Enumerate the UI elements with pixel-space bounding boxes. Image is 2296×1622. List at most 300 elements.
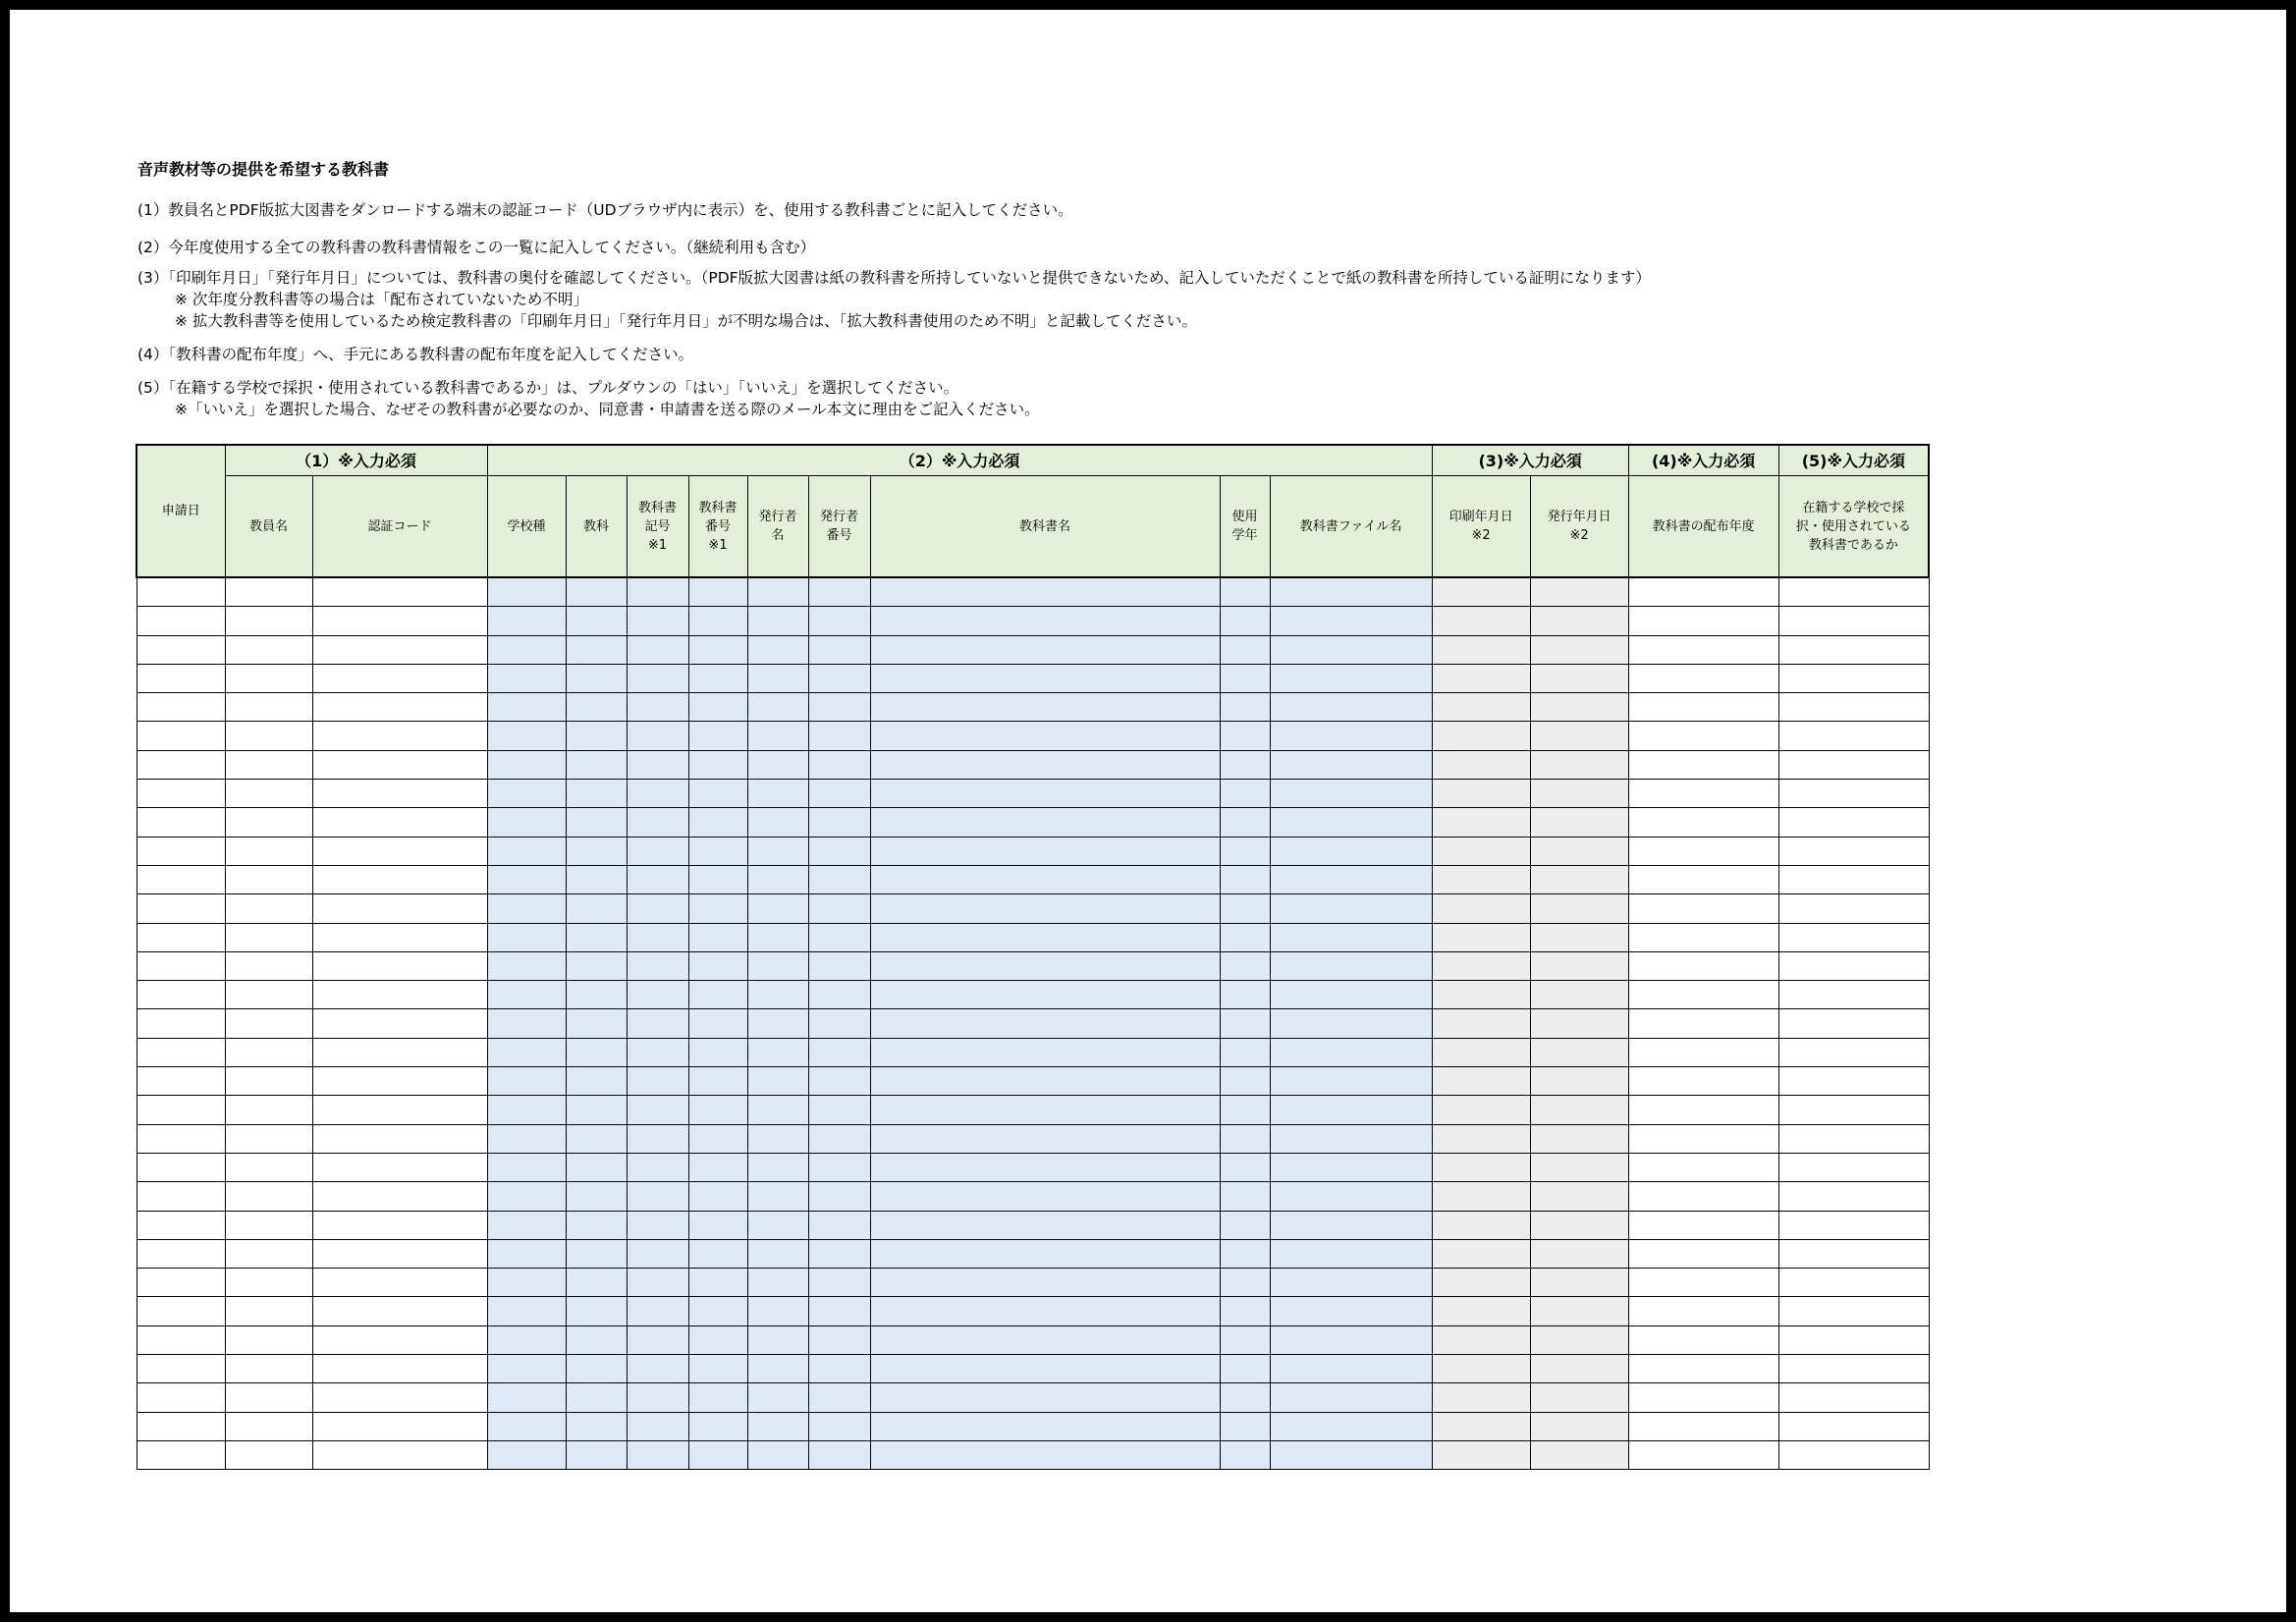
cell-gakkoushu[interactable]	[487, 693, 566, 722]
cell-gakkoushu[interactable]	[487, 1096, 566, 1124]
cell-filename[interactable]	[1270, 1412, 1432, 1440]
cell-ninsho[interactable]	[312, 1182, 487, 1211]
cell-shinseibi[interactable]	[137, 1182, 225, 1211]
cell-kyouinmei[interactable]	[225, 923, 312, 951]
cell-bangou[interactable]	[688, 693, 747, 722]
cell-kyouinmei[interactable]	[225, 1067, 312, 1096]
cell-kyouinmei[interactable]	[225, 722, 312, 750]
cell-hakkoushabangou[interactable]	[808, 607, 870, 635]
cell-haifunendo[interactable]	[1628, 1211, 1778, 1239]
cell-insatsu[interactable]	[1432, 750, 1530, 779]
cell-ninsho[interactable]	[312, 750, 487, 779]
cell-kyoukashomei[interactable]	[870, 664, 1220, 692]
cell-kyouka[interactable]	[566, 1124, 627, 1153]
cell-kyoukashomei[interactable]	[870, 1038, 1220, 1066]
cell-bangou[interactable]	[688, 1297, 747, 1325]
cell-shinseibi[interactable]	[137, 951, 225, 980]
cell-bangou[interactable]	[688, 1067, 747, 1096]
cell-ninsho[interactable]	[312, 664, 487, 692]
cell-kyoukashomei[interactable]	[870, 837, 1220, 865]
cell-shiyougakunen[interactable]	[1220, 577, 1270, 607]
cell-filename[interactable]	[1270, 808, 1432, 837]
cell-hakkou[interactable]	[1530, 1067, 1628, 1096]
cell-haifunendo[interactable]	[1628, 1297, 1778, 1325]
cell-haifunendo[interactable]	[1628, 923, 1778, 951]
cell-hakkoushamei[interactable]	[747, 722, 808, 750]
cell-gakkoushu[interactable]	[487, 750, 566, 779]
cell-bangou[interactable]	[688, 981, 747, 1009]
cell-filename[interactable]	[1270, 577, 1432, 607]
cell-haifunendo[interactable]	[1628, 894, 1778, 923]
cell-shiyougakunen[interactable]	[1220, 1067, 1270, 1096]
cell-kigou[interactable]	[627, 808, 688, 837]
cell-kyouinmei[interactable]	[225, 577, 312, 607]
cell-insatsu[interactable]	[1432, 1440, 1530, 1469]
cell-shinseibi[interactable]	[137, 1124, 225, 1153]
cell-hakkou[interactable]	[1530, 1038, 1628, 1066]
cell-kigou[interactable]	[627, 865, 688, 893]
cell-hakkou[interactable]	[1530, 635, 1628, 664]
cell-bangou[interactable]	[688, 750, 747, 779]
cell-haifunendo[interactable]	[1628, 1182, 1778, 1211]
cell-bangou[interactable]	[688, 1096, 747, 1124]
cell-filename[interactable]	[1270, 837, 1432, 865]
cell-shinseibi[interactable]	[137, 837, 225, 865]
cell-hakkoushabangou[interactable]	[808, 837, 870, 865]
cell-hakkoushabangou[interactable]	[808, 1297, 870, 1325]
cell-zaiseki[interactable]	[1778, 693, 1929, 722]
cell-insatsu[interactable]	[1432, 923, 1530, 951]
cell-insatsu[interactable]	[1432, 664, 1530, 692]
cell-shinseibi[interactable]	[137, 1412, 225, 1440]
cell-kyouinmei[interactable]	[225, 1182, 312, 1211]
cell-hakkoushabangou[interactable]	[808, 750, 870, 779]
cell-shinseibi[interactable]	[137, 1325, 225, 1354]
cell-gakkoushu[interactable]	[487, 1412, 566, 1440]
cell-haifunendo[interactable]	[1628, 635, 1778, 664]
cell-kigou[interactable]	[627, 693, 688, 722]
cell-zaiseki[interactable]	[1778, 837, 1929, 865]
cell-hakkoushamei[interactable]	[747, 577, 808, 607]
cell-hakkoushamei[interactable]	[747, 1383, 808, 1412]
cell-kyouka[interactable]	[566, 664, 627, 692]
cell-kigou[interactable]	[627, 1269, 688, 1297]
cell-kigou[interactable]	[627, 1124, 688, 1153]
cell-hakkou[interactable]	[1530, 981, 1628, 1009]
cell-haifunendo[interactable]	[1628, 1009, 1778, 1038]
cell-gakkoushu[interactable]	[487, 1009, 566, 1038]
cell-hakkoushamei[interactable]	[747, 635, 808, 664]
cell-kyouka[interactable]	[566, 1269, 627, 1297]
cell-kyoukashomei[interactable]	[870, 808, 1220, 837]
cell-haifunendo[interactable]	[1628, 664, 1778, 692]
cell-gakkoushu[interactable]	[487, 1383, 566, 1412]
cell-filename[interactable]	[1270, 1096, 1432, 1124]
cell-hakkoushamei[interactable]	[747, 607, 808, 635]
cell-insatsu[interactable]	[1432, 1325, 1530, 1354]
cell-zaiseki[interactable]	[1778, 1124, 1929, 1153]
cell-hakkou[interactable]	[1530, 837, 1628, 865]
cell-insatsu[interactable]	[1432, 1355, 1530, 1383]
cell-kyouinmei[interactable]	[225, 1153, 312, 1181]
cell-zaiseki[interactable]	[1778, 1009, 1929, 1038]
cell-gakkoushu[interactable]	[487, 635, 566, 664]
cell-kyouka[interactable]	[566, 1297, 627, 1325]
cell-hakkoushamei[interactable]	[747, 1038, 808, 1066]
cell-hakkoushamei[interactable]	[747, 1269, 808, 1297]
cell-kigou[interactable]	[627, 923, 688, 951]
cell-shiyougakunen[interactable]	[1220, 981, 1270, 1009]
cell-zaiseki[interactable]	[1778, 865, 1929, 893]
cell-hakkoushamei[interactable]	[747, 1440, 808, 1469]
cell-zaiseki[interactable]	[1778, 923, 1929, 951]
cell-haifunendo[interactable]	[1628, 780, 1778, 808]
cell-kigou[interactable]	[627, 1038, 688, 1066]
cell-insatsu[interactable]	[1432, 981, 1530, 1009]
cell-hakkoushamei[interactable]	[747, 693, 808, 722]
cell-gakkoushu[interactable]	[487, 607, 566, 635]
cell-hakkoushabangou[interactable]	[808, 1269, 870, 1297]
cell-kigou[interactable]	[627, 951, 688, 980]
cell-hakkou[interactable]	[1530, 1383, 1628, 1412]
cell-gakkoushu[interactable]	[487, 894, 566, 923]
cell-insatsu[interactable]	[1432, 1239, 1530, 1268]
cell-kyoukashomei[interactable]	[870, 1355, 1220, 1383]
cell-shinseibi[interactable]	[137, 1211, 225, 1239]
cell-shinseibi[interactable]	[137, 1153, 225, 1181]
cell-kyouka[interactable]	[566, 923, 627, 951]
cell-zaiseki[interactable]	[1778, 894, 1929, 923]
cell-bangou[interactable]	[688, 1124, 747, 1153]
cell-kyouka[interactable]	[566, 1067, 627, 1096]
cell-kyouka[interactable]	[566, 808, 627, 837]
cell-kyouka[interactable]	[566, 865, 627, 893]
cell-hakkoushabangou[interactable]	[808, 1440, 870, 1469]
cell-gakkoushu[interactable]	[487, 1038, 566, 1066]
cell-kigou[interactable]	[627, 1412, 688, 1440]
cell-kyouka[interactable]	[566, 693, 627, 722]
cell-ninsho[interactable]	[312, 1269, 487, 1297]
cell-shinseibi[interactable]	[137, 1355, 225, 1383]
cell-hakkoushamei[interactable]	[747, 837, 808, 865]
cell-shinseibi[interactable]	[137, 1297, 225, 1325]
cell-shiyougakunen[interactable]	[1220, 1383, 1270, 1412]
cell-insatsu[interactable]	[1432, 894, 1530, 923]
cell-hakkou[interactable]	[1530, 577, 1628, 607]
cell-insatsu[interactable]	[1432, 1153, 1530, 1181]
cell-haifunendo[interactable]	[1628, 808, 1778, 837]
cell-hakkou[interactable]	[1530, 1239, 1628, 1268]
cell-gakkoushu[interactable]	[487, 1211, 566, 1239]
cell-haifunendo[interactable]	[1628, 1325, 1778, 1354]
cell-zaiseki[interactable]	[1778, 981, 1929, 1009]
cell-hakkoushabangou[interactable]	[808, 923, 870, 951]
cell-ninsho[interactable]	[312, 1297, 487, 1325]
cell-shinseibi[interactable]	[137, 1009, 225, 1038]
cell-hakkoushamei[interactable]	[747, 664, 808, 692]
cell-ninsho[interactable]	[312, 1009, 487, 1038]
cell-hakkoushamei[interactable]	[747, 780, 808, 808]
cell-shinseibi[interactable]	[137, 1239, 225, 1268]
cell-shinseibi[interactable]	[137, 577, 225, 607]
cell-bangou[interactable]	[688, 577, 747, 607]
cell-kigou[interactable]	[627, 1211, 688, 1239]
cell-kyoukashomei[interactable]	[870, 607, 1220, 635]
cell-insatsu[interactable]	[1432, 780, 1530, 808]
cell-shiyougakunen[interactable]	[1220, 865, 1270, 893]
cell-filename[interactable]	[1270, 1211, 1432, 1239]
cell-shinseibi[interactable]	[137, 894, 225, 923]
cell-zaiseki[interactable]	[1778, 635, 1929, 664]
cell-hakkou[interactable]	[1530, 1269, 1628, 1297]
cell-kyoukashomei[interactable]	[870, 1096, 1220, 1124]
cell-hakkou[interactable]	[1530, 722, 1628, 750]
cell-shinseibi[interactable]	[137, 981, 225, 1009]
cell-haifunendo[interactable]	[1628, 1355, 1778, 1383]
cell-shinseibi[interactable]	[137, 635, 225, 664]
cell-zaiseki[interactable]	[1778, 664, 1929, 692]
cell-kyouka[interactable]	[566, 780, 627, 808]
cell-ninsho[interactable]	[312, 1355, 487, 1383]
cell-kyouinmei[interactable]	[225, 1325, 312, 1354]
cell-haifunendo[interactable]	[1628, 577, 1778, 607]
cell-shiyougakunen[interactable]	[1220, 1124, 1270, 1153]
cell-kigou[interactable]	[627, 664, 688, 692]
cell-zaiseki[interactable]	[1778, 1067, 1929, 1096]
cell-insatsu[interactable]	[1432, 1038, 1530, 1066]
cell-ninsho[interactable]	[312, 865, 487, 893]
cell-hakkou[interactable]	[1530, 1412, 1628, 1440]
cell-filename[interactable]	[1270, 607, 1432, 635]
cell-gakkoushu[interactable]	[487, 1440, 566, 1469]
cell-kyoukashomei[interactable]	[870, 1211, 1220, 1239]
cell-hakkou[interactable]	[1530, 865, 1628, 893]
cell-hakkou[interactable]	[1530, 693, 1628, 722]
cell-insatsu[interactable]	[1432, 1009, 1530, 1038]
cell-kyoukashomei[interactable]	[870, 1297, 1220, 1325]
cell-kyouinmei[interactable]	[225, 1124, 312, 1153]
cell-zaiseki[interactable]	[1778, 1412, 1929, 1440]
cell-kyouinmei[interactable]	[225, 693, 312, 722]
cell-gakkoushu[interactable]	[487, 1239, 566, 1268]
cell-shiyougakunen[interactable]	[1220, 693, 1270, 722]
cell-filename[interactable]	[1270, 1067, 1432, 1096]
cell-bangou[interactable]	[688, 1325, 747, 1354]
cell-filename[interactable]	[1270, 750, 1432, 779]
cell-gakkoushu[interactable]	[487, 1269, 566, 1297]
cell-haifunendo[interactable]	[1628, 1067, 1778, 1096]
cell-bangou[interactable]	[688, 1269, 747, 1297]
cell-hakkou[interactable]	[1530, 1182, 1628, 1211]
cell-kyoukashomei[interactable]	[870, 1325, 1220, 1354]
cell-hakkoushamei[interactable]	[747, 981, 808, 1009]
cell-bangou[interactable]	[688, 722, 747, 750]
cell-zaiseki[interactable]	[1778, 750, 1929, 779]
cell-kyoukashomei[interactable]	[870, 1124, 1220, 1153]
cell-shiyougakunen[interactable]	[1220, 635, 1270, 664]
cell-kyoukashomei[interactable]	[870, 923, 1220, 951]
cell-kigou[interactable]	[627, 1096, 688, 1124]
cell-shinseibi[interactable]	[137, 1067, 225, 1096]
cell-hakkou[interactable]	[1530, 923, 1628, 951]
cell-kyouinmei[interactable]	[225, 1009, 312, 1038]
cell-insatsu[interactable]	[1432, 722, 1530, 750]
cell-shiyougakunen[interactable]	[1220, 1096, 1270, 1124]
cell-hakkoushabangou[interactable]	[808, 1124, 870, 1153]
cell-hakkoushabangou[interactable]	[808, 808, 870, 837]
cell-kyouka[interactable]	[566, 1153, 627, 1181]
cell-haifunendo[interactable]	[1628, 981, 1778, 1009]
cell-kyouinmei[interactable]	[225, 981, 312, 1009]
cell-kyoukashomei[interactable]	[870, 722, 1220, 750]
cell-kigou[interactable]	[627, 837, 688, 865]
cell-filename[interactable]	[1270, 1182, 1432, 1211]
cell-shiyougakunen[interactable]	[1220, 607, 1270, 635]
cell-kyouka[interactable]	[566, 837, 627, 865]
cell-shiyougakunen[interactable]	[1220, 1297, 1270, 1325]
cell-hakkoushabangou[interactable]	[808, 951, 870, 980]
cell-insatsu[interactable]	[1432, 607, 1530, 635]
cell-zaiseki[interactable]	[1778, 1182, 1929, 1211]
cell-hakkoushamei[interactable]	[747, 1009, 808, 1038]
cell-hakkou[interactable]	[1530, 1153, 1628, 1181]
cell-hakkoushamei[interactable]	[747, 923, 808, 951]
cell-insatsu[interactable]	[1432, 951, 1530, 980]
cell-kyoukashomei[interactable]	[870, 750, 1220, 779]
cell-kyoukashomei[interactable]	[870, 1383, 1220, 1412]
cell-filename[interactable]	[1270, 1297, 1432, 1325]
cell-zaiseki[interactable]	[1778, 1297, 1929, 1325]
cell-ninsho[interactable]	[312, 1239, 487, 1268]
cell-kigou[interactable]	[627, 1325, 688, 1354]
cell-filename[interactable]	[1270, 1038, 1432, 1066]
cell-shinseibi[interactable]	[137, 808, 225, 837]
cell-ninsho[interactable]	[312, 894, 487, 923]
cell-insatsu[interactable]	[1432, 1297, 1530, 1325]
cell-filename[interactable]	[1270, 894, 1432, 923]
cell-kyouinmei[interactable]	[225, 1297, 312, 1325]
cell-kigou[interactable]	[627, 1153, 688, 1181]
cell-haifunendo[interactable]	[1628, 1440, 1778, 1469]
cell-haifunendo[interactable]	[1628, 865, 1778, 893]
cell-shinseibi[interactable]	[137, 923, 225, 951]
cell-insatsu[interactable]	[1432, 1096, 1530, 1124]
cell-insatsu[interactable]	[1432, 1412, 1530, 1440]
cell-zaiseki[interactable]	[1778, 1325, 1929, 1354]
cell-filename[interactable]	[1270, 865, 1432, 893]
cell-shinseibi[interactable]	[137, 693, 225, 722]
cell-shiyougakunen[interactable]	[1220, 780, 1270, 808]
cell-zaiseki[interactable]	[1778, 1096, 1929, 1124]
cell-kyouka[interactable]	[566, 951, 627, 980]
cell-bangou[interactable]	[688, 607, 747, 635]
cell-shiyougakunen[interactable]	[1220, 808, 1270, 837]
cell-hakkoushabangou[interactable]	[808, 1211, 870, 1239]
cell-kyouka[interactable]	[566, 1211, 627, 1239]
cell-bangou[interactable]	[688, 1440, 747, 1469]
cell-shiyougakunen[interactable]	[1220, 1269, 1270, 1297]
cell-haifunendo[interactable]	[1628, 750, 1778, 779]
cell-ninsho[interactable]	[312, 607, 487, 635]
cell-shinseibi[interactable]	[137, 664, 225, 692]
cell-hakkoushabangou[interactable]	[808, 780, 870, 808]
cell-shiyougakunen[interactable]	[1220, 837, 1270, 865]
cell-filename[interactable]	[1270, 1383, 1432, 1412]
cell-bangou[interactable]	[688, 808, 747, 837]
cell-bangou[interactable]	[688, 664, 747, 692]
cell-hakkou[interactable]	[1530, 1124, 1628, 1153]
cell-bangou[interactable]	[688, 1355, 747, 1383]
cell-hakkoushabangou[interactable]	[808, 1412, 870, 1440]
cell-hakkoushabangou[interactable]	[808, 894, 870, 923]
cell-haifunendo[interactable]	[1628, 1383, 1778, 1412]
cell-gakkoushu[interactable]	[487, 837, 566, 865]
cell-ninsho[interactable]	[312, 1067, 487, 1096]
cell-bangou[interactable]	[688, 1383, 747, 1412]
cell-gakkoushu[interactable]	[487, 1067, 566, 1096]
cell-kigou[interactable]	[627, 1355, 688, 1383]
cell-hakkoushabangou[interactable]	[808, 1153, 870, 1181]
cell-ninsho[interactable]	[312, 1038, 487, 1066]
cell-shinseibi[interactable]	[137, 1038, 225, 1066]
cell-zaiseki[interactable]	[1778, 577, 1929, 607]
cell-shiyougakunen[interactable]	[1220, 951, 1270, 980]
cell-kyouka[interactable]	[566, 1325, 627, 1354]
cell-haifunendo[interactable]	[1628, 1239, 1778, 1268]
cell-filename[interactable]	[1270, 1009, 1432, 1038]
cell-filename[interactable]	[1270, 664, 1432, 692]
cell-filename[interactable]	[1270, 981, 1432, 1009]
cell-kyouka[interactable]	[566, 722, 627, 750]
cell-insatsu[interactable]	[1432, 865, 1530, 893]
cell-zaiseki[interactable]	[1778, 1269, 1929, 1297]
cell-insatsu[interactable]	[1432, 1182, 1530, 1211]
cell-kyouka[interactable]	[566, 1440, 627, 1469]
cell-gakkoushu[interactable]	[487, 1355, 566, 1383]
cell-hakkoushamei[interactable]	[747, 1211, 808, 1239]
cell-bangou[interactable]	[688, 780, 747, 808]
cell-haifunendo[interactable]	[1628, 1038, 1778, 1066]
cell-filename[interactable]	[1270, 1325, 1432, 1354]
cell-kyouka[interactable]	[566, 1412, 627, 1440]
cell-zaiseki[interactable]	[1778, 1153, 1929, 1181]
cell-kyouinmei[interactable]	[225, 1355, 312, 1383]
cell-kyouinmei[interactable]	[225, 1269, 312, 1297]
cell-hakkoushamei[interactable]	[747, 1124, 808, 1153]
cell-filename[interactable]	[1270, 780, 1432, 808]
cell-hakkou[interactable]	[1530, 1325, 1628, 1354]
cell-kyoukashomei[interactable]	[870, 1412, 1220, 1440]
cell-kigou[interactable]	[627, 1383, 688, 1412]
cell-haifunendo[interactable]	[1628, 1269, 1778, 1297]
cell-bangou[interactable]	[688, 1412, 747, 1440]
cell-hakkoushamei[interactable]	[747, 1067, 808, 1096]
cell-shiyougakunen[interactable]	[1220, 1211, 1270, 1239]
cell-ninsho[interactable]	[312, 722, 487, 750]
cell-kyouka[interactable]	[566, 1038, 627, 1066]
cell-kyouka[interactable]	[566, 1383, 627, 1412]
cell-ninsho[interactable]	[312, 923, 487, 951]
cell-filename[interactable]	[1270, 1153, 1432, 1181]
cell-ninsho[interactable]	[312, 1325, 487, 1354]
cell-haifunendo[interactable]	[1628, 722, 1778, 750]
cell-gakkoushu[interactable]	[487, 808, 566, 837]
cell-kigou[interactable]	[627, 1239, 688, 1268]
cell-filename[interactable]	[1270, 1440, 1432, 1469]
cell-kyouinmei[interactable]	[225, 865, 312, 893]
cell-hakkou[interactable]	[1530, 1297, 1628, 1325]
cell-kyoukashomei[interactable]	[870, 693, 1220, 722]
